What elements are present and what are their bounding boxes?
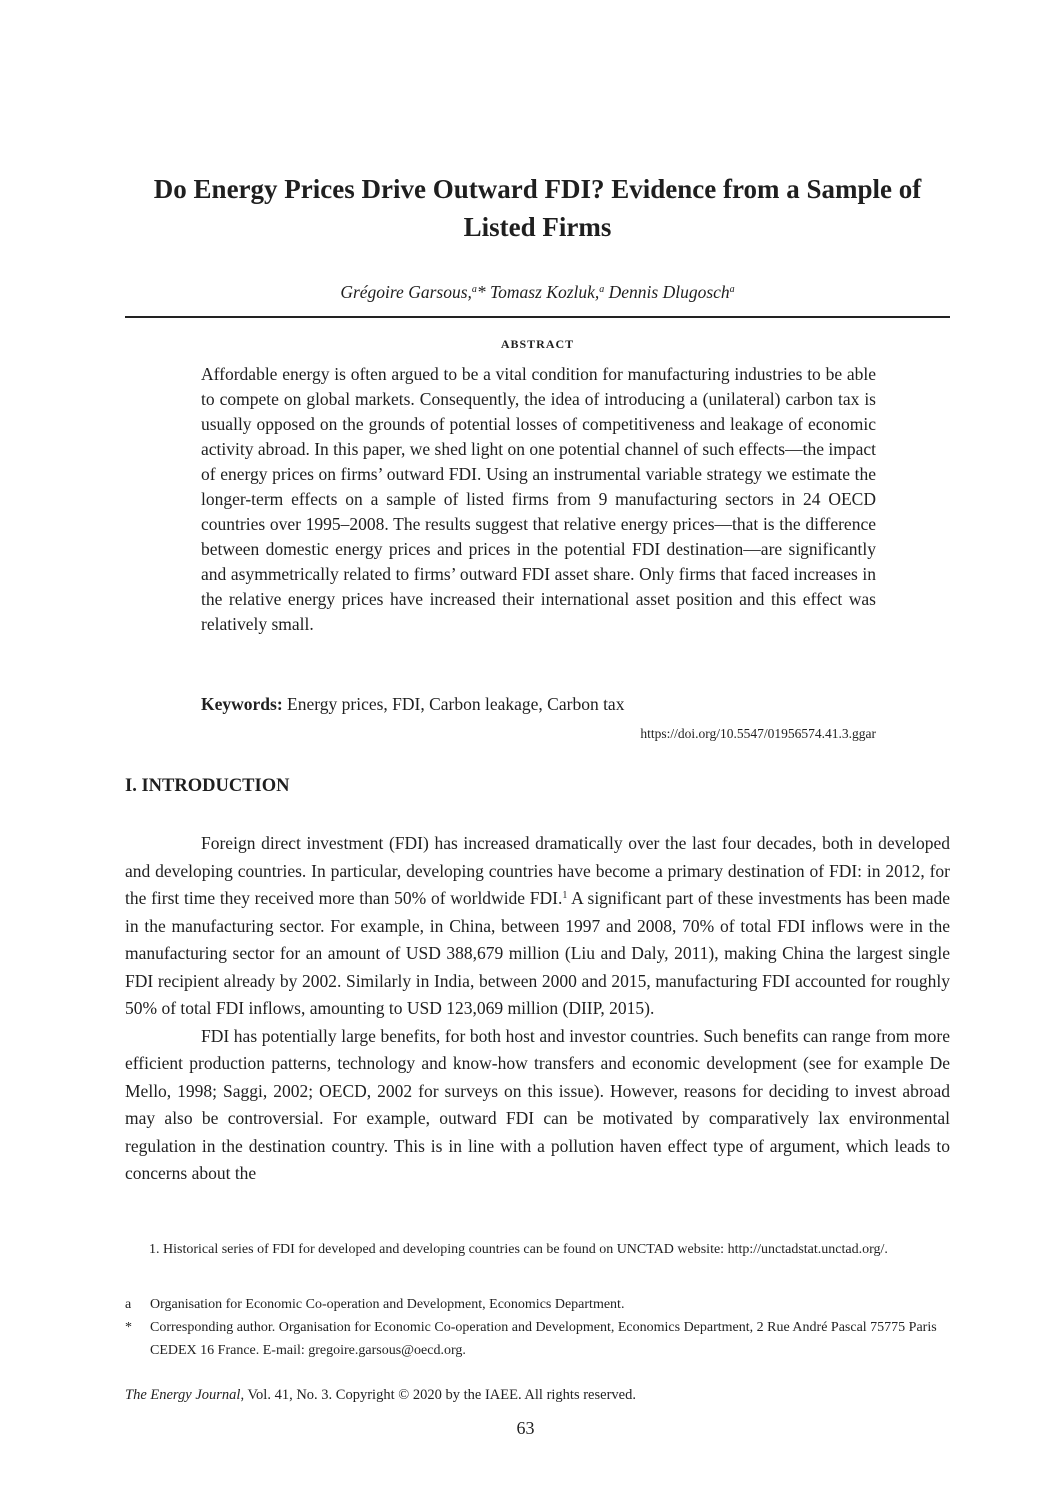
body-text [125, 830, 950, 1188]
author-name: Grégoire Garsous, [340, 282, 472, 302]
page-number: 63 [516, 1418, 535, 1438]
abstract-heading: ABSTRACT [500, 337, 575, 351]
journal-details: , Vol. 41, No. 3. Copyright © 2020 by the IAEE. All rights reserved. [240, 1387, 636, 1403]
author-name: Dennis Dlugosch [608, 282, 730, 302]
affiliation-mark: a [599, 284, 605, 295]
doi-link[interactable]: https://doi.org/10.5547/01956574.41.3.ggar [640, 726, 876, 741]
journal-citation [125, 1387, 636, 1404]
abstract-text: Affordable energy is often argued to be a vital condition for manufacturing industries to be able to compete on global markets. Consequently, the idea of introducing a (unilateral) carbon tax is usually opposed on the grounds of potential losses of competitiveness and leakage of economic activity abroad. In this paper, we shed light on one potential channel of such effects—the impact of energy prices on firms’ outward FDI. Using an instrumental variable strategy we estimate the longer-term effects on a sample of listed firms from 9 manufacturing sectors in 24 OECD countries over 1995–2008. The results suggest that relative energy prices—that is the difference between domestic energy prices and prices in the potential FDI destination—are significantly and asymmetrically related to firms’ outward FDI asset share. Only firms that faced increases in the relative energy prices have increased their international asset position and this effect was relatively small. [201, 364, 876, 634]
header-rule [125, 316, 950, 318]
keywords [201, 692, 876, 717]
paragraph-text: A significant part of these investments has been made in the manufacturing sector. For example, in China, between 1997 and 2008, 70% of total FDI inflows were in the manufacturing sector for an amount of USD 388,679 million (Liu and Daly, 2011), making China the largest single FDI recipient already by 2002. Similarly in India, between 2000 and 2015, manufacturing FDI accounted for roughly 50% of total FDI inflows, amounting to USD 123,069 million (DIIP, 2015). [125, 888, 950, 1018]
keywords-list: Energy prices, FDI, Carbon leakage, Carbon tax [287, 694, 625, 714]
paragraph-text: Foreign direct investment (FDI) has increased dramatically over the last four decades, both in developed and developing countries. In particular, developing countries have become a primary destination of FDI: in 2012, for the first time they received more than 50% of worldwide FDI. [125, 833, 950, 908]
keywords-label: Keywords: [201, 694, 283, 714]
footnote-1: 1. Historical series of FDI for developed and developing countries can be found on UNCTAD website: http://unctadstat.unctad.org/. [149, 1242, 888, 1257]
corresponding-mark: * [125, 1320, 132, 1335]
affiliation-a [125, 1293, 950, 1316]
paper-title: Do Energy Prices Drive Outward FDI? Evidence from a Sample of Listed Firms [153, 174, 922, 242]
paragraph: FDI has potentially large benefits, for both host and investor countries. Such benefits can range from more efficient production patterns, technology and know-how transfers and economic development (see for example De Mello, 1998; Saggi, 2002; OECD, 2002 for surveys on this issue). However, reasons for deciding to invest abroad may also be controversial. For example, outward FDI can be motivated by comparatively lax environmental regulation in the destination country. This is in line with a pollution haven effect type of argument, which leads to concerns about the [125, 1025, 950, 1183]
footnote-ref[interactable]: 1 [562, 890, 568, 901]
affiliation-mark: a [125, 1297, 132, 1312]
affiliation-mark: a [471, 284, 477, 295]
journal-name: The Energy Journal [125, 1387, 241, 1403]
affiliation-text: Organisation for Economic Co-operation and Development, Economics Department. [150, 1297, 625, 1312]
corresponding-mark: * [476, 282, 486, 302]
corresponding-author-note [125, 1316, 950, 1362]
section-heading: I. INTRODUCTION [125, 776, 290, 796]
paragraph [125, 830, 950, 1023]
affiliation-mark: a [729, 284, 735, 295]
author-line [125, 282, 950, 303]
author-name: Tomasz Kozluk, [490, 282, 600, 302]
corresponding-text: Corresponding author. Organisation for Economic Co-operation and Development, Economics Department, 2 Rue André Pascal 75775 Paris CEDEX 16 France. E-mail: gregoire.garsous@oecd.org. [150, 1320, 937, 1358]
